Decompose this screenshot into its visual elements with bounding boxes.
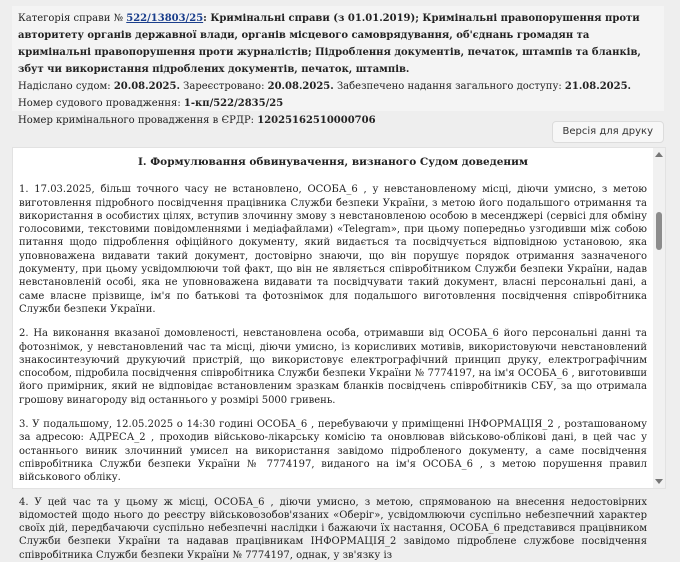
case-number-link[interactable]: 522/13803/25 xyxy=(126,13,204,24)
case-metadata xyxy=(12,6,664,126)
paragraph-4: 4. У цей час та у цьому ж місці, ОСОБА_6 , діючи умисно, з метою, спрямованою на внесення недостовірних відомостей щодо нього до реєстру військовозобов'язаних «Оберіг», усвідомлюючи суспільно небезпечний характер своїх дій, передбачаючи суспільно небезпечні наслідки і бажаючи їх настання, ОСОБА_6 представився працівником Служби безпеки України та надавав працівникам ІНФОРМАЦІЯ_2 завідомо підроблене службове посвідчення співробітника Служби безпеки України № 7774197, однак, у зв'язку із xyxy=(19,496,647,561)
paragraph-1: 1. 17.03.2025, більш точного часу не встановлено, ОСОБА_6 , у невстановленому місці, діючи умисно, з метою виготовлення підробного посвідчення працівника Служби безпеки України, з метою його подальшого отримання та використання в особистих цілях, вступив злочинну змову з невстановленою особою в месенджері (сервісі для обміну голосовими, текстовими повідомленнями і медіафайлами) «Telegram», при цьому попередньо узгодивши між собою питання щодо підроблення офіційного документу, який видається та посвідчується відповідною установою, яка уповноважена видавати такий документ, достовірно знаючи, що він порушує порядок отримання зазначеного документу, при цьому усвідомлюючи той факт, що він не являється співробітником Служби безпеки України, надав невстановленій особі, яка не уповноважена видавати та посвідчувати такий документ, власні персональні дані, а саме власне прізвище, ім'я по батькові та фотознімок для подальшого виготовлення посвідчення співробітника Служби безпеки України. xyxy=(19,184,647,315)
document-scrollbar[interactable] xyxy=(653,148,665,488)
dates-line: Надіслано судом: 20.08.2025. Зареєстровано: 20.08.2025. Забезпечено надання загального доступу: 21.08.2025. xyxy=(18,81,632,92)
document-body xyxy=(13,148,665,562)
scroll-thumb[interactable] xyxy=(656,212,662,250)
access-date: 21.08.2025. xyxy=(564,81,632,92)
court-case-number: Номер судового провадження: 1-кп/522/2835/25 xyxy=(18,98,284,109)
criminal-case-number: Номер кримінального провадження в ЄРДР: 12025162510000706 xyxy=(18,115,376,126)
case-category xyxy=(18,10,658,78)
category-label: Категорія справи № xyxy=(18,13,124,24)
scroll-up-icon[interactable] xyxy=(655,152,663,157)
sent-date: 20.08.2025. xyxy=(113,81,180,92)
paragraph-2: 2. На виконання вказаної домовленості, невстановлена особа, отримавши від ОСОБА_6 його персональні данні та фотознімок, у невстановлений час та місці, діючи умисно, із корисливих мотивів, використовуючи невстановлений знакосинтезуючий друкуючий пристрій, що використовує електрографічний принцип друку, електрографічним способом, підробила посвідчення співробітника Служби безпеки України № 7774197, на ім'я ОСОБА_6 , виготовивши його примірник, який не відповідає встановленим зразкам бланків посвідчень співробітників СБУ, за що отримала грошову винагороду від останнього у розмірі 5000 гривень. xyxy=(19,328,647,406)
paragraph-3: 3. У подальшому, 12.05.2025 о 14:30 годині ОСОБА_6 , перебуваючи у приміщенні ІНФОРМАЦІЯ_2 , розташованому за адресою: АДРЕСА_2 , проходив військово-лікарську комісію та оновлював військово-облікові дані, в цей час у останнього виник злочинний умисел на використання завідомо підробленого документу, а саме посвідчення співробітника Служби безпеки України № 7774197, виданого на ім'я ОСОБА_6 , з метою порушення правил військового обліку. xyxy=(19,419,647,484)
registered-date: 20.08.2025. xyxy=(267,81,334,92)
document-panel[interactable] xyxy=(12,147,666,561)
section-heading: I. Формулювання обвинувачення, визнаного Судом доведеним xyxy=(138,156,528,168)
category-text: : Кримінальні справи (з 01.01.2019); Кримінальні правопорушення проти авторитету органів державної влади, органів місцевого самоврядування, об'єднань громадян та кримінальні правопорушення проти журналістів; Підроблення документів, печаток, штампів та бланків, збут чи використання підроблених документів, печаток, штампів. xyxy=(18,13,641,75)
print-version-button[interactable]: Версія для друку xyxy=(552,121,664,143)
scroll-down-icon[interactable] xyxy=(655,479,663,484)
